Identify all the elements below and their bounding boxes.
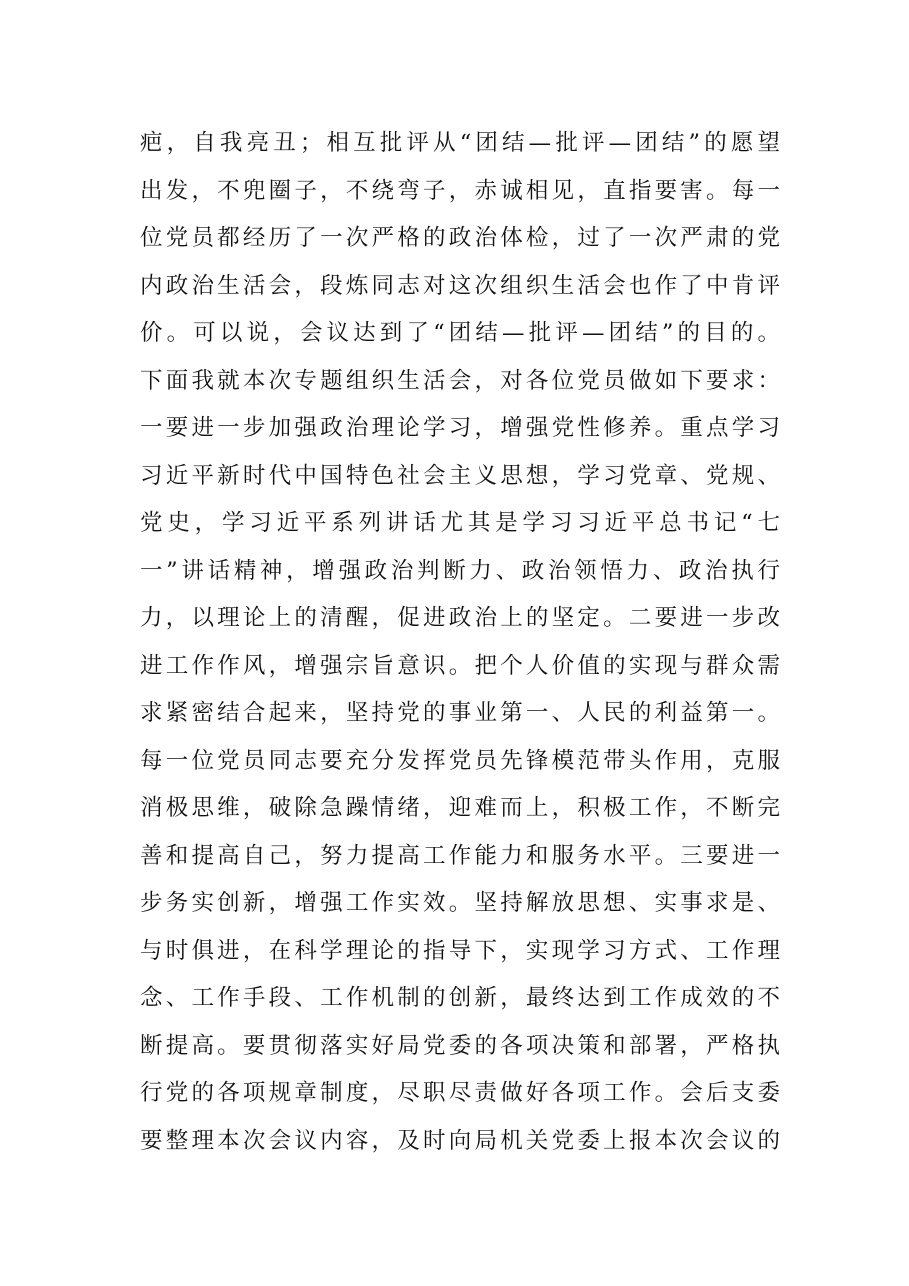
text-line: 断提高。要贯彻落实好局党委的各项决策和部署，严格执 [140,1032,780,1059]
text-line: 内政治生活会，段炼同志对这次组织生活会也作了中肯评 [140,272,780,299]
text-line: 价。可以说，会议达到了“团结—批评—团结”的目的。 [140,320,780,346]
text-line: 善和提高自己，努力提高工作能力和服务水平。三要进一 [140,842,780,869]
text-line: 消极思维，破除急躁情绪，迎难而上，积极工作，不断完 [140,795,780,821]
text-line: 一”讲话精神，增强政治判断力、政治领悟力、政治执行 [140,557,780,584]
text-line: 出发，不兜圈子，不绕弯子，赤诚相见，直指要害。每一 [140,177,780,204]
text-line: 与时俱进，在科学理论的指导下，实现学习方式、工作理 [140,937,780,964]
text-line: 求紧密结合起来，坚持党的事业第一、人民的利益第一。 [140,700,780,726]
text-line: 党史，学习近平系列讲话尤其是学习习近平总书记“七 [140,510,780,536]
text-line: 力，以理论上的清醒，促进政治上的坚定。二要进一步改 [140,605,780,631]
text-line: 疤，自我亮丑；相互批评从“团结—批评—团结”的愿望 [140,130,780,156]
text-line: 一要进一步加强政治理论学习，增强党性修养。重点学习 [140,415,780,441]
text-line: 行党的各项规章制度，尽职尽责做好各项工作。会后支委 [140,1080,780,1106]
text-line: 进工作作风，增强宗旨意识。把个人价值的实现与群众需 [140,652,780,679]
text-line: 位党员都经历了一次严格的政治体检，过了一次严肃的党 [140,225,780,251]
text-line: 步务实创新，增强工作实效。坚持解放思想、实事求是、 [140,890,780,916]
body-text [140,120,780,1165]
text-line: 要整理本次会议内容，及时向局机关党委上报本次会议的 [140,1127,780,1154]
text-line: 念、工作手段、工作机制的创新，最终达到工作成效的不 [140,985,780,1011]
text-line: 习近平新时代中国特色社会主义思想，学习党章、党规、 [140,462,780,489]
text-line: 下面我就本次专题组织生活会，对各位党员做如下要求： [140,367,780,394]
text-line: 每一位党员同志要充分发挥党员先锋模范带头作用，克服 [140,747,780,774]
